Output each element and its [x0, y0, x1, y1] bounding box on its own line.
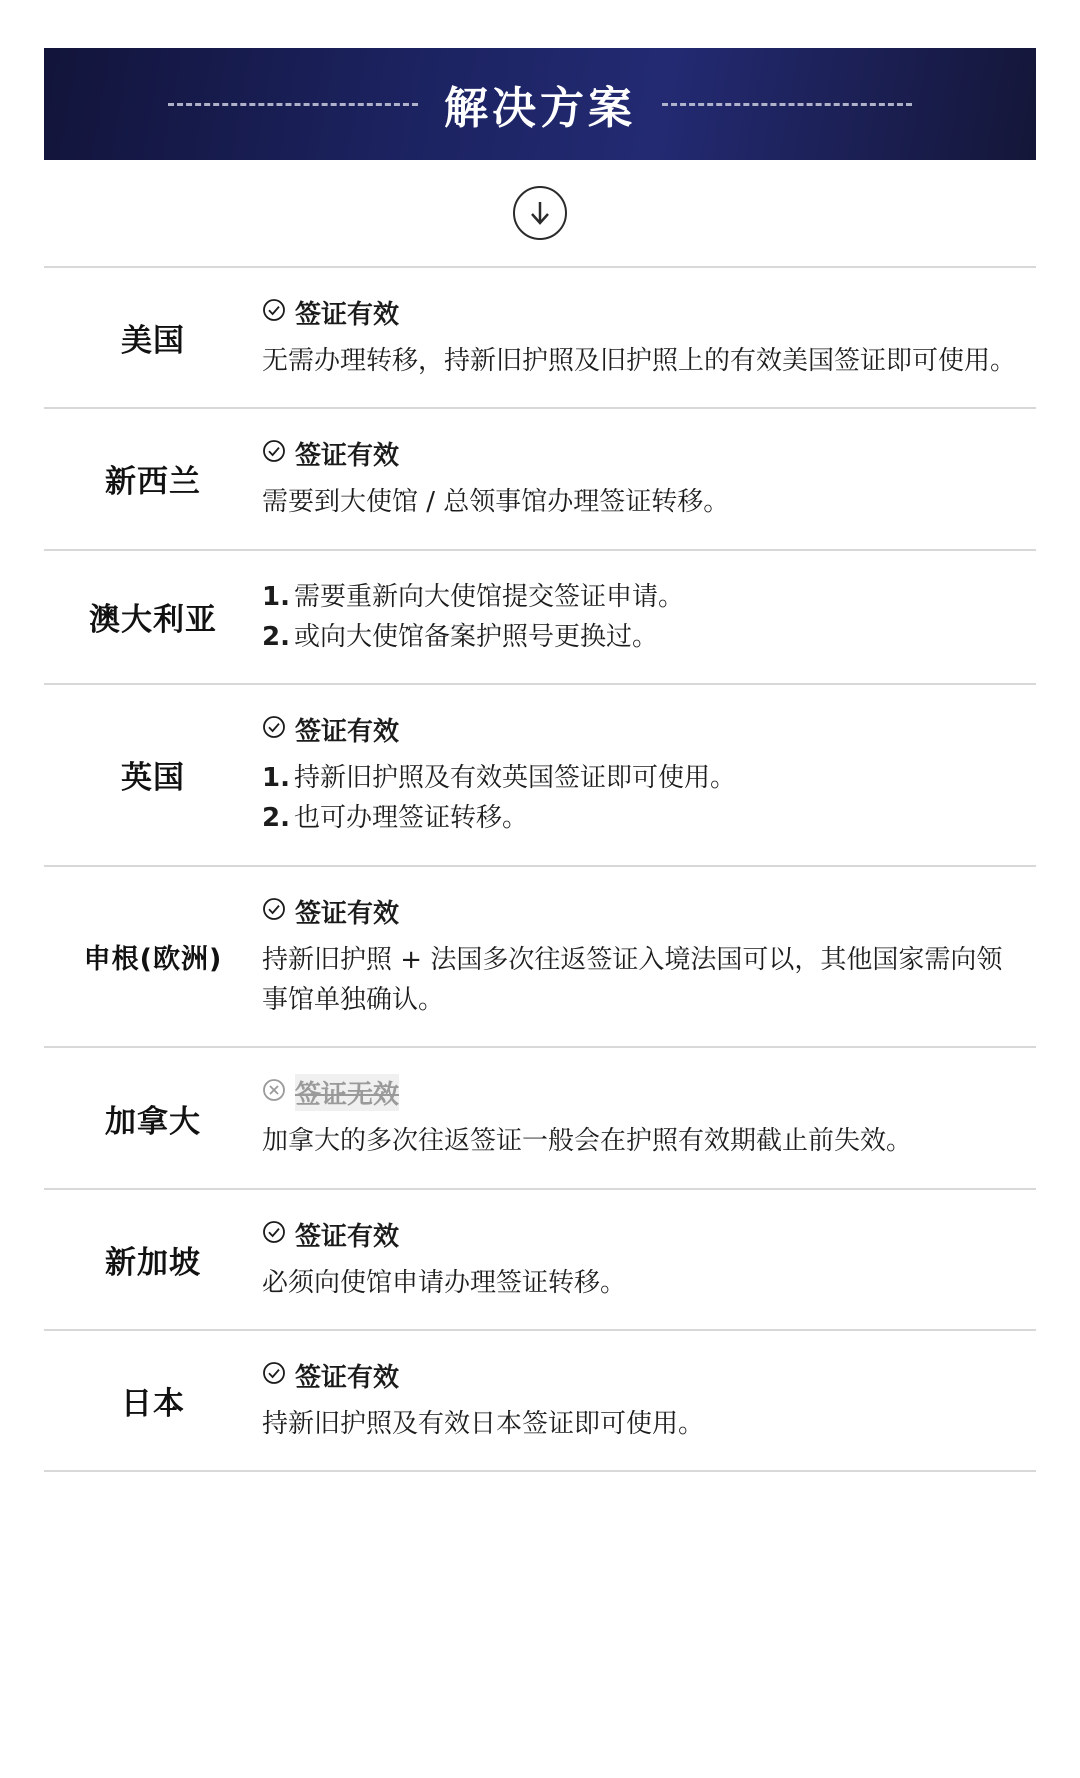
status-badge — [262, 1216, 1026, 1253]
arrow-section — [44, 160, 1036, 266]
list-item-text: 加拿大的多次往返签证一般会在护照有效期截止前失效。 — [262, 1126, 913, 1157]
list-item — [262, 577, 1026, 617]
header-banner — [44, 48, 1036, 160]
list-item-text: 需要重新向大使馆提交签证申请。 — [293, 581, 684, 612]
country-label: 澳大利亚 — [89, 602, 217, 639]
row-detail — [262, 711, 1036, 839]
status-badge — [262, 1357, 1026, 1394]
check-circle-icon — [262, 897, 286, 926]
country-label: 加拿大 — [105, 1103, 201, 1140]
status-text: 签证无效 — [295, 1074, 399, 1111]
check-circle-icon — [262, 715, 286, 744]
status-badge — [262, 711, 1026, 748]
list-item-text: 持新旧护照及有效英国签证即可使用。 — [293, 763, 736, 794]
check-circle-icon — [262, 439, 286, 468]
status-text: 签证有效 — [295, 1362, 400, 1393]
row-detail — [262, 577, 1036, 658]
banner-dash-left — [168, 103, 418, 106]
list-item — [262, 1121, 1026, 1161]
row-detail — [262, 893, 1036, 1021]
list-item-text: 也可办理签证转移。 — [293, 803, 528, 834]
page-title: 解决方案 — [444, 83, 636, 134]
table-row — [44, 409, 1036, 550]
list-item-number: 1. — [262, 763, 290, 794]
list-item — [262, 1263, 1026, 1303]
detail-lines — [262, 1263, 1026, 1303]
row-detail — [262, 1216, 1036, 1303]
row-detail — [262, 1357, 1036, 1444]
arrow-down-circle-icon — [513, 186, 567, 240]
list-item — [262, 758, 1026, 798]
country-label: 英国 — [121, 760, 185, 797]
row-detail — [262, 294, 1036, 381]
status-text: 签证有效 — [295, 300, 400, 330]
list-item-number: 2. — [262, 803, 290, 834]
table-row — [44, 867, 1036, 1049]
country-label: 新加坡 — [105, 1244, 201, 1281]
status-badge — [262, 1074, 1026, 1111]
list-item — [262, 1404, 1026, 1444]
status-badge — [262, 294, 1026, 331]
status-text: 签证有效 — [295, 1221, 400, 1252]
status-text: 签证有效 — [295, 898, 400, 929]
list-item-text: 必须向使馆申请办理签证转移。 — [262, 1267, 627, 1298]
check-circle-icon — [262, 298, 286, 327]
check-circle-icon — [262, 1220, 286, 1249]
check-circle-icon — [262, 1361, 286, 1390]
country-label: 申根(欧洲) — [83, 944, 223, 976]
detail-lines — [262, 1404, 1026, 1444]
status-text: 签证有效 — [295, 441, 400, 472]
document-page — [0, 48, 1080, 1778]
detail-lines — [262, 341, 1026, 381]
list-item — [262, 482, 1026, 522]
list-item-text: 或向大使馆备案护照号更换过。 — [293, 621, 658, 652]
country-label: 美国 — [121, 323, 185, 360]
list-item-text: 持新旧护照 + 法国多次往返签证入境法国可以，其他国家需向领事馆单独确认。 — [262, 944, 1003, 1016]
status-text: 签证有效 — [295, 717, 400, 748]
list-item-number: 1. — [262, 581, 290, 612]
list-item-number: 2. — [262, 621, 290, 652]
list-item — [262, 341, 1026, 381]
table-row — [44, 551, 1036, 686]
detail-lines — [262, 940, 1026, 1021]
status-badge — [262, 893, 1026, 930]
detail-lines — [262, 482, 1026, 522]
list-item-text: 无需办理转移，持新旧护照及旧护照上的有效美国签证即可使用。 — [262, 346, 1017, 376]
table-row — [44, 685, 1036, 867]
table-row — [44, 1331, 1036, 1472]
country-label: 新西兰 — [105, 464, 201, 501]
solution-table — [44, 266, 1036, 1472]
table-row — [44, 1048, 1036, 1189]
banner-dash-right — [662, 103, 912, 106]
detail-lines — [262, 758, 1026, 839]
country-label: 日本 — [121, 1386, 185, 1423]
detail-lines — [262, 1121, 1026, 1161]
table-row — [44, 1190, 1036, 1331]
status-badge — [262, 435, 1026, 472]
list-item-text: 持新旧护照及有效日本签证即可使用。 — [262, 1408, 705, 1439]
row-detail — [262, 1074, 1036, 1161]
list-item — [262, 617, 1026, 657]
detail-lines — [262, 577, 1026, 658]
table-row — [44, 268, 1036, 409]
list-item-text: 需要到大使馆 / 总领事馆办理签证转移。 — [262, 487, 730, 518]
list-item — [262, 940, 1026, 1021]
list-item — [262, 798, 1026, 838]
row-detail — [262, 435, 1036, 522]
cross-circle-icon — [262, 1078, 286, 1107]
